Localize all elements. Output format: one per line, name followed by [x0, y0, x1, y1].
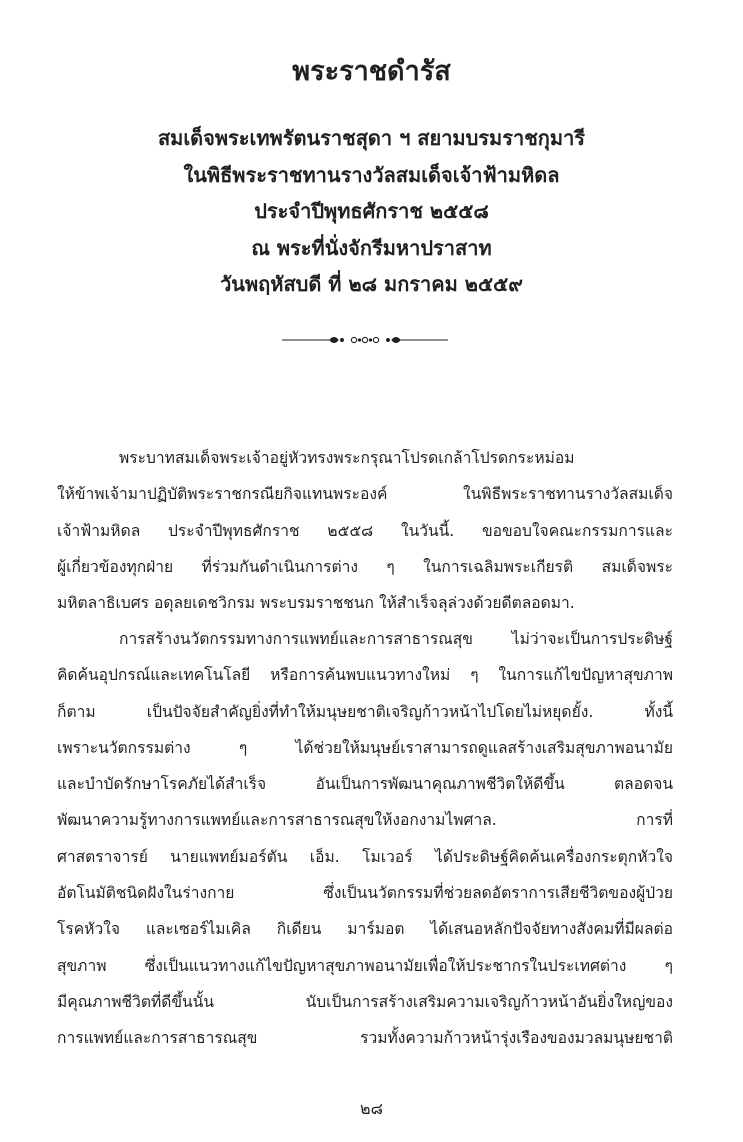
- paragraph-line: มหิตลาธิเบศร อดุลยเดชวิกรม พระบรมราชชนก ให้สำเร็จลุล่วงด้วยดีตลอดมา.: [57, 594, 575, 613]
- paragraph-line: สุขภาพ ซึ่งเป็นแนวทางแก้ไขปัญหาสุขภาพอนามัยเพื่อให้ประชากรในประเทศต่าง ๆ: [57, 956, 673, 975]
- paragraph-line: ศาสตราจารย์ นายแพทย์มอร์ตัน เอ็ม. โมเวอร์ ได้ประดิษฐ์คิดค้นเครื่องกระตุกหัวใจ: [57, 847, 673, 866]
- subtitle-year: ประจำปีพุทธศักราช ๒๕๕๘: [254, 199, 489, 223]
- speech-header: [0, 120, 743, 303]
- paragraph-line: เจ้าฟ้ามหิดล ประจำปีพุทธศักราช ๒๕๕๘ ในวันนี้. ขอขอบใจคณะกรรมการและ: [57, 521, 673, 540]
- paragraph-line: ให้ข้าพเจ้ามาปฏิบัติพระราชกรณียกิจแทนพระองค์ ในพิธีพระราชทานรางวัลสมเด็จ: [57, 485, 673, 504]
- paragraph-line: พระบาทสมเด็จพระเจ้าอยู่หัวทรงพระกรุณาโปรดเกล้าโปรดกระหม่อม: [119, 449, 575, 467]
- subtitle-ceremony: ในพิธีพระราชทานรางวัลสมเด็จเจ้าฟ้ามหิดล: [183, 162, 560, 187]
- paragraph-line: เพราะนวัตกรรมต่าง ๆ ได้ช่วยให้มนุษย์เราสามารถดูแลสร้างเสริมสุขภาพอนามัย: [57, 738, 673, 757]
- paragraph-line: ผู้เกี่ยวข้องทุกฝ่าย ที่ร่วมกันดำเนินการต่าง ๆ ในการเฉลิมพระเกียรติ สมเด็จพระ: [57, 557, 673, 576]
- paragraph-line: ก็ตาม เป็นปัจจัยสำคัญยิ่งที่ทำให้มนุษยชาติเจริญก้าวหน้าไปโดยไม่หยุดยั้ง. ทั้งนี้: [57, 702, 673, 721]
- paragraph-line: คิดค้นอุปกรณ์และเทคโนโลยี หรือการค้นพบแนวทางใหม่ ๆ ในการแก้ไขปัญหาสุขภาพ: [57, 666, 673, 685]
- subtitle-royal-name: สมเด็จพระเทพรัตนราชสุดา ฯ สยามบรมราชกุมารี: [157, 126, 586, 150]
- paragraph-1: [57, 440, 673, 621]
- subtitle-date: วันพฤหัสบดี ที่ ๒๘ มกราคม ๒๕๕๙: [220, 272, 523, 296]
- paragraph-line: และบำบัดรักษาโรคภัยได้สำเร็จ อันเป็นการพัฒนาคุณภาพชีวิตให้ดีขึ้น ตลอดจน: [57, 775, 673, 794]
- ornament-divider-icon: [280, 330, 450, 350]
- paragraph-line: พัฒนาความรู้ทางการแพทย์และการสาธารณสุขให้งอกงามไพศาล. การที่: [57, 811, 673, 830]
- paragraph-line: การแพทย์และการสาธารณสุข รวมทั้งความก้าวหน้ารุ่งเรืองของมวลมนุษยชาติ: [57, 1029, 673, 1048]
- paragraph-2: [57, 621, 673, 1057]
- page-number: ๒๘: [360, 1099, 383, 1118]
- paragraph-line: อัตโนมัติชนิดฝังในร่างกาย ซึ่งเป็นนวัตกรรมที่ช่วยลดอัตราการเสียชีวิตของผู้ป่วย: [57, 884, 673, 903]
- paragraph-line: การสร้างนวัตกรรมทางการแพทย์และการสาธารณสุข ไม่ว่าจะเป็นการประดิษฐ์: [119, 630, 673, 648]
- page-title: พระราชดำรัส: [292, 56, 451, 87]
- paragraph-line: โรคหัวใจ และเซอร์ไมเคิล กิเดียน มาร์มอต ได้เสนอหลักปัจจัยทางสังคมที่มีผลต่อ: [57, 920, 673, 939]
- subtitle-venue: ณ พระที่นั่งจักรีมหาปราสาท: [251, 235, 492, 260]
- paragraph-line: มีคุณภาพชีวิตที่ดีขึ้นนั้น นับเป็นการสร้างเสริมความเจริญก้าวหน้าอันยิ่งใหญ่ของ: [57, 992, 673, 1011]
